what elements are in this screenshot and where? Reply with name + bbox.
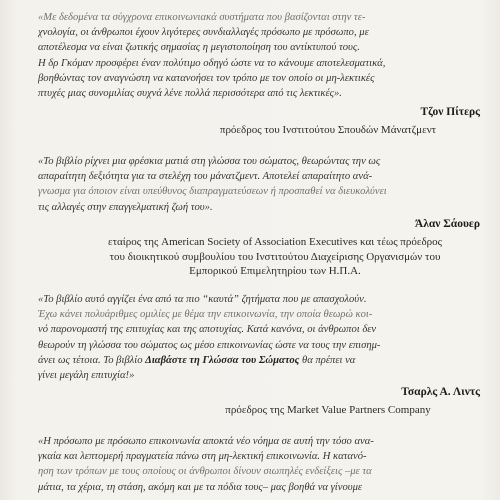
quote-line: απαραίτητη δεξιότητα για τα στελέχη του μάνατζμεντ. Αποτελεί απαραίτητο ανά- xyxy=(38,171,373,183)
quote-line: τις αλλαγές στην επαγγελματική ζωή του». xyxy=(38,201,213,213)
author-name-1: Τζον Πίτερς xyxy=(420,106,480,118)
testimonial-quote-4 xyxy=(38,434,478,495)
quote-line: γκαία και λεπτομερή πραγματεία πάνω στη μη-λεκτική επικοινωνία. Η κατανό- xyxy=(38,451,367,463)
quote-line: νό παρονομαστή της επιτυχίας και της αποτυχίας. Κατά κανόνα, οι άνθρωποι δεν xyxy=(38,324,377,336)
role-line: εταίρος της American Society of Association Executives και τέως πρόεδρος xyxy=(108,236,442,248)
book-title: Διαβάστε τη Γλώσσα του Σώματος xyxy=(145,354,300,366)
author-name-3: Τσαρλς Α. Λιντς xyxy=(401,386,480,398)
author-role-3 xyxy=(178,403,478,418)
quote-line: «Η πρόσωπο με πρόσωπο επικοινωνία αποκτά νέο νόημα σε αυτή την τόσο ανα- xyxy=(38,436,374,447)
quote-line: «Το βιβλίο ρίχνει μια φρέσκια ματιά στη γλώσσα του σώματος, θεωρώντας την ως xyxy=(38,156,381,167)
quote-line: ηση των τρόπων με τους οποίους οι άνθρωποι δίνουν σιωπηλές ενδείξεις –με τα xyxy=(38,466,372,478)
role-line: πρόεδρος του Ινστιτούτου Σπουδών Μάνατζμεντ xyxy=(219,124,437,136)
quote-line: μάτια, τα χέρια, τη στάση, ακόμη και με τα πόδια τους– μας βοηθά να γίνουμε xyxy=(38,481,363,493)
quote-line xyxy=(38,353,478,368)
quote-line: γνωσμα για όποιον είναι υπεύθυνος διαπραγματεύσεων ή προσπαθεί να διευκολύνει xyxy=(38,186,387,198)
quote-line: πτυχές μιας συνομιλίας συχνά λένε πολλά περισσότερα από τις λεκτικές». xyxy=(38,88,342,100)
quote-line: γίνει μεγάλη επιτυχία!» xyxy=(38,370,135,382)
role-line: του διοικητικού συμβουλίου του Ινστιτούτου Διαχείρισης Οργανισμών του xyxy=(109,250,441,263)
author-role-2 xyxy=(70,235,480,279)
role-line: πρόεδρος της Market Value Partners Company xyxy=(225,404,431,416)
quote-line: βοηθώντας τον αναγνώστη να κατανοήσει τον τρόπο με τον οποίο οι μη-λεκτικές xyxy=(38,72,375,84)
quote-line-part: άνει ως τέτοια. Το βιβλίο Διαβάστε τη Γλώσσα του Σώματος θα πρέπει να xyxy=(38,354,356,366)
author-role-1 xyxy=(178,123,478,138)
quote-line: «Το βιβλίο αυτό αγγίζει ένα από τα πιο “καυτά” ζητήματα που με απασχολούν. xyxy=(38,294,367,305)
testimonial-quote-3 xyxy=(38,292,478,383)
quote-line: αποτέλεσμα να είναι ζωτικής σημασίας η μεγιστοποίηση του αντίκτυπού τους. xyxy=(38,42,360,54)
quote-line: θεωρούν τη γλώσσα του σώματος ως μέσο επικοινωνίας ώστε να τους την επισημ- xyxy=(38,339,381,351)
quote-line: «Με δεδομένα τα σύγχρονα επικοινωνιακά συστήματα που βασίζονται στην τε- xyxy=(38,12,366,23)
role-line: Εμπορικού Επιμελητηρίου των Η.Π.Α. xyxy=(189,265,361,277)
quote-line: Η δρ Γκόμαν προσφέρει έναν πολύτιμο οδηγό ώστε να το κάνουμε αποτελεσματικά, xyxy=(38,57,386,69)
quote-line: χνολογία, οι άνθρωποι έχουν λιγότερες συνδιαλλαγές πρόσωπο με πρόσωπο, με xyxy=(38,27,369,39)
testimonial-quote-2 xyxy=(38,154,478,215)
testimonial-quote-1 xyxy=(38,10,478,101)
author-name-2: Άλαν Σάουερ xyxy=(414,218,480,230)
quote-line: Έχω κάνει πολυάριθμες ομιλίες με θέμα την επικοινωνία, την οποία θεωρώ κοι- xyxy=(38,309,373,321)
